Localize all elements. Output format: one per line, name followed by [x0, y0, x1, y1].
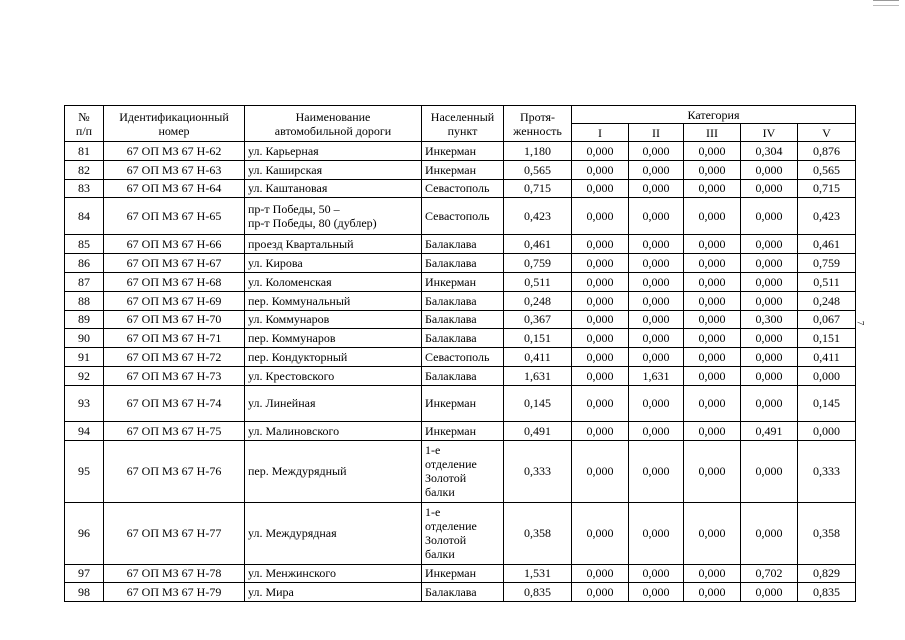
road-name-cell — [245, 310, 422, 329]
category-5-cell: 0,835 — [798, 583, 856, 602]
category-2-cell: 0,000 — [629, 272, 684, 291]
identifier-cell: 67 ОП МЗ 67 Н-68 — [104, 272, 245, 291]
road-name-cell-line: ул. Мира — [248, 585, 294, 600]
road-name-cell-line: ул. Коммунаров — [248, 312, 330, 327]
identifier-cell: 67 ОП МЗ 67 Н-66 — [104, 235, 245, 254]
category-1-cell: 0,000 — [572, 179, 629, 198]
road-name-cell — [245, 421, 422, 440]
identifier-cell: 67 ОП МЗ 67 Н-78 — [104, 564, 245, 583]
category-2-cell: 0,000 — [629, 235, 684, 254]
road-name-cell-line: ул. Коломенская — [248, 274, 332, 289]
road-name-cell-line: пр-т Победы, 50 – — [248, 202, 340, 217]
category-1-cell: 0,000 — [572, 421, 629, 440]
table-row — [65, 348, 856, 367]
category-4-cell: 0,702 — [741, 564, 798, 583]
road-name-cell — [245, 198, 422, 235]
row-number-cell: 97 — [65, 564, 104, 583]
category-3-cell: 0,000 — [684, 179, 741, 198]
category-2-cell: 0,000 — [629, 291, 684, 310]
settlement-cell — [422, 142, 504, 161]
road-name-cell — [245, 160, 422, 179]
category-5-cell: 0,511 — [798, 272, 856, 291]
category-1-cell: 0,000 — [572, 502, 629, 564]
category-3-cell: 0,000 — [684, 421, 741, 440]
category-4-cell: 0,000 — [741, 235, 798, 254]
row-number-cell: 88 — [65, 291, 104, 310]
category-1-cell: 0,000 — [572, 310, 629, 329]
road-name-cell — [245, 385, 422, 421]
road-name-cell-line: проезд Квартальный — [248, 237, 354, 252]
road-name-cell — [245, 348, 422, 367]
category-4-cell: 0,000 — [741, 329, 798, 348]
category-3-cell: 0,000 — [684, 440, 741, 502]
road-name-cell-line: пер. Коммунальный — [248, 293, 351, 308]
settlement-cell-line: отделение — [425, 519, 477, 534]
settlement-cell — [422, 583, 504, 602]
road-name-cell-line: ул. Линейная — [248, 396, 316, 411]
table-row — [65, 254, 856, 273]
category-5-cell: 0,151 — [798, 329, 856, 348]
settlement-cell — [422, 421, 504, 440]
settlement-cell — [422, 348, 504, 367]
category-5-cell: 0,461 — [798, 235, 856, 254]
header-category-2: II — [629, 124, 684, 142]
category-1-cell: 0,000 — [572, 160, 629, 179]
road-name-cell-line: ул. Междурядная — [248, 526, 337, 541]
settlement-cell-line: Балаклава — [425, 256, 477, 271]
identifier-cell: 67 ОП МЗ 67 Н-70 — [104, 310, 245, 329]
category-5-cell: 0,876 — [798, 142, 856, 161]
category-3-cell: 0,000 — [684, 366, 741, 385]
road-name-cell — [245, 291, 422, 310]
category-1-cell: 0,000 — [572, 235, 629, 254]
category-5-cell: 0,000 — [798, 421, 856, 440]
table-row — [65, 160, 856, 179]
category-5-cell: 0,411 — [798, 348, 856, 367]
scan-mark — [873, 0, 899, 6]
identifier-cell: 67 ОП МЗ 67 Н-62 — [104, 142, 245, 161]
category-2-cell: 0,000 — [629, 142, 684, 161]
category-5-cell: 0,067 — [798, 310, 856, 329]
category-2-cell: 0,000 — [629, 440, 684, 502]
settlement-cell — [422, 272, 504, 291]
category-1-cell: 0,000 — [572, 440, 629, 502]
settlement-cell-line: Инкерман — [425, 396, 477, 411]
settlement-cell-line: отделение — [425, 457, 477, 472]
identifier-cell: 67 ОП МЗ 67 Н-74 — [104, 385, 245, 421]
length-cell: 1,631 — [504, 366, 572, 385]
length-cell: 0,565 — [504, 160, 572, 179]
settlement-cell — [422, 160, 504, 179]
category-4-cell: 0,000 — [741, 198, 798, 235]
settlement-cell-line: 1-е — [425, 443, 441, 458]
settlement-cell-line: Инкерман — [425, 423, 477, 438]
category-1-cell: 0,000 — [572, 385, 629, 421]
category-3-cell: 0,000 — [684, 348, 741, 367]
table-row — [65, 583, 856, 602]
settlement-cell — [422, 310, 504, 329]
identifier-cell: 67 ОП МЗ 67 Н-75 — [104, 421, 245, 440]
category-2-cell: 0,000 — [629, 421, 684, 440]
length-cell: 0,461 — [504, 235, 572, 254]
road-name-cell-line: пр-т Победы, 80 (дублер) — [248, 216, 377, 231]
row-number-cell: 83 — [65, 179, 104, 198]
header-category-5: V — [798, 124, 856, 142]
length-cell: 0,248 — [504, 291, 572, 310]
identifier-cell: 67 ОП МЗ 67 Н-65 — [104, 198, 245, 235]
identifier-cell: 67 ОП МЗ 67 Н-73 — [104, 366, 245, 385]
road-name-cell — [245, 564, 422, 583]
category-3-cell: 0,000 — [684, 385, 741, 421]
row-number-cell: 93 — [65, 385, 104, 421]
category-3-cell: 0,000 — [684, 254, 741, 273]
length-cell: 0,715 — [504, 179, 572, 198]
length-cell: 0,759 — [504, 254, 572, 273]
road-name-cell-line: ул. Кирова — [248, 256, 303, 271]
row-number-cell: 84 — [65, 198, 104, 235]
margin-page-mark: 7 — [855, 320, 866, 326]
identifier-cell: 67 ОП МЗ 67 Н-64 — [104, 179, 245, 198]
category-5-cell: 0,248 — [798, 291, 856, 310]
header-number: № п/п — [65, 106, 104, 142]
category-4-cell: 0,000 — [741, 502, 798, 564]
table-row — [65, 421, 856, 440]
category-3-cell: 0,000 — [684, 142, 741, 161]
category-2-cell: 0,000 — [629, 179, 684, 198]
category-1-cell: 0,000 — [572, 329, 629, 348]
row-number-cell: 82 — [65, 160, 104, 179]
settlement-cell-line: 1-е — [425, 505, 441, 520]
road-name-cell — [245, 329, 422, 348]
category-5-cell: 0,565 — [798, 160, 856, 179]
table-row — [65, 366, 856, 385]
table-row — [65, 142, 856, 161]
length-cell: 0,367 — [504, 310, 572, 329]
settlement-cell-line: Балаклава — [425, 312, 477, 327]
category-4-cell: 0,491 — [741, 421, 798, 440]
table-row — [65, 179, 856, 198]
road-name-cell — [245, 366, 422, 385]
road-name-cell — [245, 502, 422, 564]
category-3-cell: 0,000 — [684, 198, 741, 235]
identifier-cell: 67 ОП МЗ 67 Н-71 — [104, 329, 245, 348]
row-number-cell: 85 — [65, 235, 104, 254]
category-3-cell: 0,000 — [684, 329, 741, 348]
table-row — [65, 291, 856, 310]
length-cell: 0,511 — [504, 272, 572, 291]
row-number-cell: 95 — [65, 440, 104, 502]
category-4-cell: 0,000 — [741, 291, 798, 310]
settlement-cell-line: Севастополь — [425, 350, 490, 365]
table-row — [65, 198, 856, 235]
category-4-cell: 0,000 — [741, 348, 798, 367]
length-cell: 0,411 — [504, 348, 572, 367]
settlement-cell-line: Балаклава — [425, 293, 477, 308]
row-number-cell: 94 — [65, 421, 104, 440]
settlement-cell — [422, 329, 504, 348]
length-cell: 1,531 — [504, 564, 572, 583]
category-5-cell: 0,333 — [798, 440, 856, 502]
identifier-cell: 67 ОП МЗ 67 Н-67 — [104, 254, 245, 273]
row-number-cell: 96 — [65, 502, 104, 564]
settlement-cell-line: Балаклава — [425, 237, 477, 252]
road-name-cell-line: ул. Менжинского — [248, 566, 337, 581]
category-3-cell: 0,000 — [684, 160, 741, 179]
header-category-4: IV — [741, 124, 798, 142]
identifier-cell: 67 ОП МЗ 67 Н-69 — [104, 291, 245, 310]
category-1-cell: 0,000 — [572, 272, 629, 291]
category-5-cell: 0,423 — [798, 198, 856, 235]
road-name-cell-line: ул. Крестовского — [248, 368, 335, 383]
category-2-cell: 0,000 — [629, 502, 684, 564]
settlement-cell-line: Балаклава — [425, 331, 477, 346]
category-5-cell: 0,000 — [798, 366, 856, 385]
row-number-cell: 87 — [65, 272, 104, 291]
road-name-cell — [245, 583, 422, 602]
category-2-cell: 0,000 — [629, 160, 684, 179]
category-1-cell: 0,000 — [572, 348, 629, 367]
category-4-cell: 0,000 — [741, 179, 798, 198]
settlement-cell-line: Инкерман — [425, 566, 477, 581]
category-2-cell: 0,000 — [629, 564, 684, 583]
category-3-cell: 0,000 — [684, 502, 741, 564]
category-5-cell: 0,829 — [798, 564, 856, 583]
road-name-cell-line: ул. Карьерная — [248, 143, 319, 158]
length-cell: 0,491 — [504, 421, 572, 440]
identifier-cell: 67 ОП МЗ 67 Н-79 — [104, 583, 245, 602]
header-length: Протя- женность — [504, 106, 572, 142]
category-3-cell: 0,000 — [684, 583, 741, 602]
length-cell: 0,358 — [504, 502, 572, 564]
category-3-cell: 0,000 — [684, 235, 741, 254]
settlement-cell-line: Балаклава — [425, 368, 477, 383]
category-4-cell: 0,000 — [741, 254, 798, 273]
settlement-cell — [422, 385, 504, 421]
header-settlement: Населенный пункт — [422, 106, 504, 142]
identifier-cell: 67 ОП МЗ 67 Н-72 — [104, 348, 245, 367]
road-name-cell — [245, 235, 422, 254]
category-5-cell: 0,759 — [798, 254, 856, 273]
header-road-name: Наименование автомобильной дороги — [245, 106, 422, 142]
table-body — [65, 142, 856, 602]
settlement-cell-line: Золотой — [425, 533, 467, 548]
settlement-cell-line: Севастополь — [425, 209, 490, 224]
header-category-1: I — [572, 124, 629, 142]
table-row — [65, 564, 856, 583]
roads-table — [64, 105, 856, 602]
road-name-cell-line: ул. Каширская — [248, 162, 323, 177]
category-4-cell: 0,000 — [741, 272, 798, 291]
length-cell: 0,145 — [504, 385, 572, 421]
settlement-cell — [422, 502, 504, 564]
category-1-cell: 0,000 — [572, 583, 629, 602]
row-number-cell: 81 — [65, 142, 104, 161]
table-header — [65, 106, 856, 142]
row-number-cell: 90 — [65, 329, 104, 348]
category-1-cell: 0,000 — [572, 291, 629, 310]
category-1-cell: 0,000 — [572, 366, 629, 385]
category-2-cell: 0,000 — [629, 583, 684, 602]
table-row — [65, 440, 856, 502]
settlement-cell-line: балки — [425, 547, 455, 562]
category-4-cell: 0,000 — [741, 366, 798, 385]
table-row — [65, 272, 856, 291]
category-2-cell: 0,000 — [629, 254, 684, 273]
road-name-cell — [245, 272, 422, 291]
category-2-cell: 0,000 — [629, 348, 684, 367]
settlement-cell-line: Золотой — [425, 471, 467, 486]
road-name-cell-line: ул. Малиновского — [248, 423, 340, 438]
settlement-cell — [422, 235, 504, 254]
road-name-cell — [245, 142, 422, 161]
category-4-cell: 0,000 — [741, 160, 798, 179]
settlement-cell-line: Севастополь — [425, 181, 490, 196]
settlement-cell — [422, 179, 504, 198]
length-cell: 0,151 — [504, 329, 572, 348]
length-cell: 0,333 — [504, 440, 572, 502]
length-cell: 0,835 — [504, 583, 572, 602]
table-row — [65, 235, 856, 254]
category-1-cell: 0,000 — [572, 198, 629, 235]
road-name-cell-line: ул. Каштановая — [248, 181, 328, 196]
category-5-cell: 0,715 — [798, 179, 856, 198]
road-name-cell — [245, 440, 422, 502]
category-2-cell: 0,000 — [629, 329, 684, 348]
identifier-cell: 67 ОП МЗ 67 Н-63 — [104, 160, 245, 179]
road-name-cell-line: пер. Междурядный — [248, 464, 347, 479]
table-row — [65, 502, 856, 564]
row-number-cell: 86 — [65, 254, 104, 273]
category-2-cell: 0,000 — [629, 385, 684, 421]
settlement-cell-line: Инкерман — [425, 162, 477, 177]
settlement-cell-line: Балаклава — [425, 585, 477, 600]
settlement-cell-line: Инкерман — [425, 143, 477, 158]
settlement-cell — [422, 254, 504, 273]
table-row — [65, 385, 856, 421]
category-3-cell: 0,000 — [684, 310, 741, 329]
settlement-cell — [422, 564, 504, 583]
length-cell: 1,180 — [504, 142, 572, 161]
identifier-cell: 67 ОП МЗ 67 Н-77 — [104, 502, 245, 564]
category-2-cell: 0,000 — [629, 198, 684, 235]
row-number-cell: 89 — [65, 310, 104, 329]
table-row — [65, 310, 856, 329]
settlement-cell-line: балки — [425, 485, 455, 500]
identifier-cell: 67 ОП МЗ 67 Н-76 — [104, 440, 245, 502]
table-row — [65, 329, 856, 348]
road-name-cell-line: пер. Кондукторный — [248, 350, 348, 365]
settlement-cell — [422, 440, 504, 502]
category-1-cell: 0,000 — [572, 254, 629, 273]
category-5-cell: 0,358 — [798, 502, 856, 564]
category-4-cell: 0,304 — [741, 142, 798, 161]
category-3-cell: 0,000 — [684, 291, 741, 310]
row-number-cell: 91 — [65, 348, 104, 367]
category-4-cell: 0,000 — [741, 583, 798, 602]
category-2-cell: 1,631 — [629, 366, 684, 385]
road-name-cell-line: пер. Коммунаров — [248, 331, 336, 346]
settlement-cell — [422, 366, 504, 385]
category-1-cell: 0,000 — [572, 564, 629, 583]
category-4-cell: 0,000 — [741, 440, 798, 502]
category-3-cell: 0,000 — [684, 272, 741, 291]
road-name-cell — [245, 254, 422, 273]
category-1-cell: 0,000 — [572, 142, 629, 161]
settlement-cell — [422, 291, 504, 310]
category-4-cell: 0,000 — [741, 385, 798, 421]
row-number-cell: 98 — [65, 583, 104, 602]
settlement-cell — [422, 198, 504, 235]
category-4-cell: 0,300 — [741, 310, 798, 329]
road-name-cell — [245, 179, 422, 198]
settlement-cell-line: Инкерман — [425, 274, 477, 289]
length-cell: 0,423 — [504, 198, 572, 235]
header-category: Категория — [572, 106, 856, 124]
header-identifier: Идентификационный номер — [104, 106, 245, 142]
category-5-cell: 0,145 — [798, 385, 856, 421]
category-3-cell: 0,000 — [684, 564, 741, 583]
row-number-cell: 92 — [65, 366, 104, 385]
header-category-3: III — [684, 124, 741, 142]
category-2-cell: 0,000 — [629, 310, 684, 329]
